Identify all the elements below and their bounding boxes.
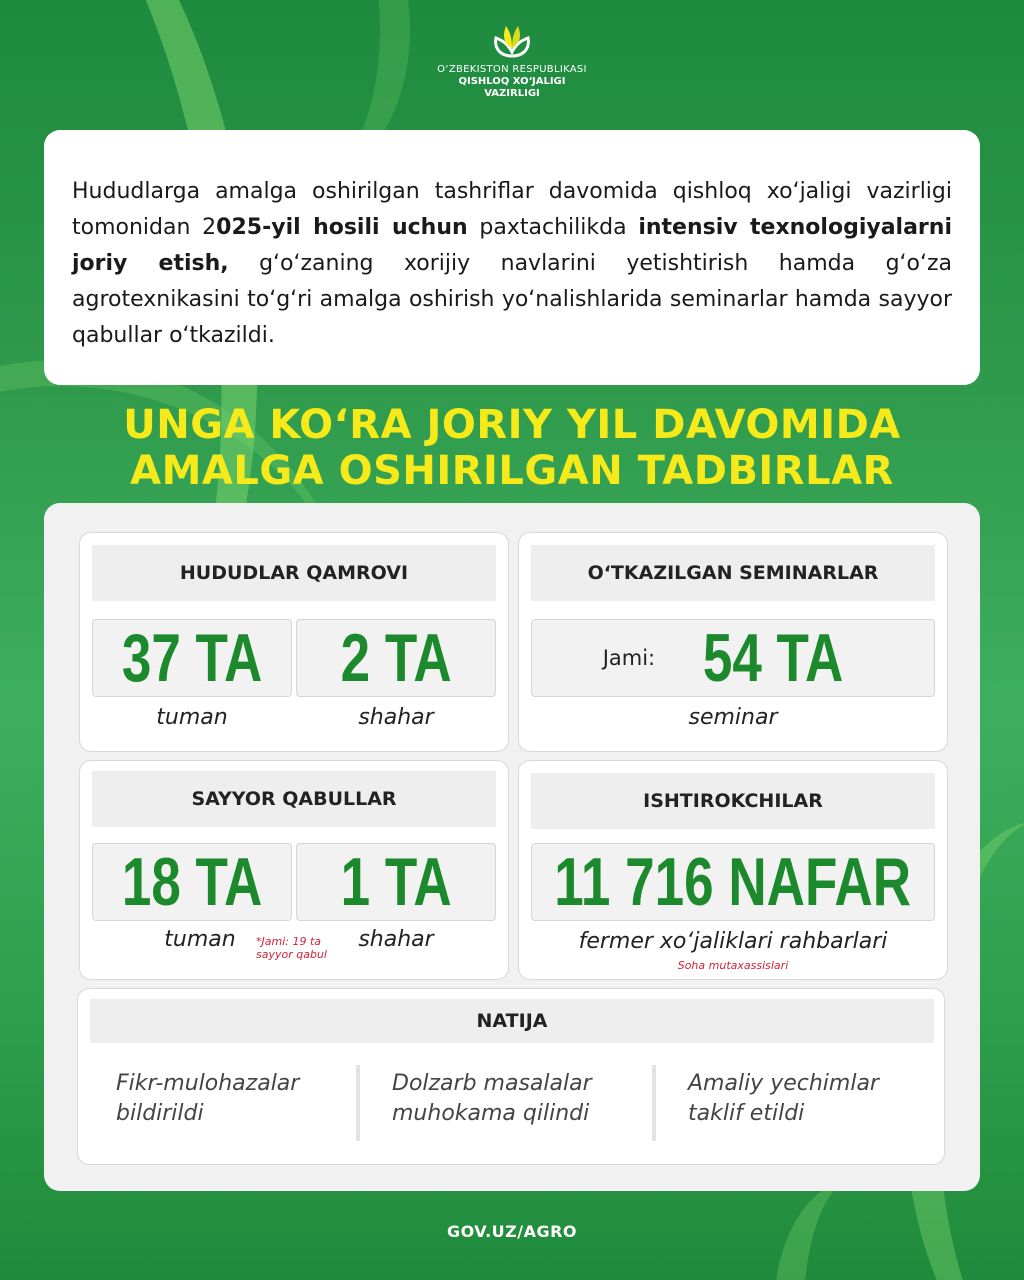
intro-text-part: Hududlarga amalga oshirilgan tashriflar davomida qishloq xo‘jaligi vazirligi tomonidan 2 [72, 179, 952, 240]
ishtirokchilar-value: 11 716 NAFAR [554, 844, 912, 920]
natija-item-3-line-2: taklif etildi [688, 1101, 805, 1126]
leaf-sprout-icon [490, 18, 534, 58]
sayyor-shahar-box [296, 843, 496, 921]
hududlar-tuman-caption: tuman [156, 705, 228, 730]
ishtirokchilar-card [518, 760, 948, 980]
headline [0, 402, 1024, 494]
hududlar-tuman-box [92, 619, 292, 697]
footer-url[interactable]: GOV.UZ/AGRO [446, 1222, 578, 1241]
sayyor-tuman-caption: tuman [164, 927, 236, 952]
ishtirokchilar-caption: fermer xo‘jaliklari rahbarlari [578, 929, 888, 954]
seminarlar-box [531, 619, 935, 697]
intro-text [72, 174, 952, 354]
natija-card [77, 988, 945, 1165]
headline-line-1: UNGA KO‘RA JORIY YIL DAVOMIDA [123, 402, 901, 448]
logo-line-3: VAZIRLIGI [484, 88, 540, 99]
sayyor-shahar-value: 1 TA [340, 844, 452, 920]
stats-panel [44, 503, 980, 1191]
headline-line-2: AMALGA OSHIRILGAN TADBIRLAR [130, 448, 894, 494]
sayyor-note-line-2: sayyor qabul [256, 948, 327, 961]
natija-item-1 [116, 1069, 356, 1129]
natija-item-2 [392, 1069, 652, 1129]
hududlar-card [79, 532, 509, 752]
hududlar-shahar-value: 2 TA [340, 620, 452, 696]
seminarlar-value: 54 TA [702, 620, 844, 696]
natija-item-2-line-2: muhokama qilindi [392, 1101, 590, 1126]
natija-item-1-line-1: Fikr-mulohazalar [116, 1071, 300, 1096]
hududlar-shahar-box [296, 619, 496, 697]
seminarlar-jami-label: Jami: [602, 646, 656, 670]
hududlar-title: HUDUDLAR QAMROVI [92, 545, 496, 601]
intro-card [44, 130, 980, 385]
seminarlar-caption: seminar [688, 705, 778, 730]
ishtirokchilar-box [531, 843, 935, 921]
intro-bold-part: intensiv texnologiyalarni joriy etish, [72, 215, 952, 276]
natija-separator [652, 1065, 656, 1141]
natija-item-1-line-2: bildirildi [116, 1101, 204, 1126]
logo-line-1: O‘ZBEKISTON RESPUBLIKASI [437, 64, 587, 75]
natija-item-2-line-1: Dolzarb masalalar [392, 1071, 592, 1096]
natija-item-3 [688, 1069, 928, 1129]
sayyor-note-line-1: *Jami: 19 ta [256, 935, 322, 948]
hududlar-shahar-caption: shahar [358, 705, 434, 730]
ishtirokchilar-note: Soha mutaxassislari [677, 959, 789, 972]
seminarlar-title: O‘TKAZILGAN SEMINARLAR [531, 545, 935, 601]
sayyor-tuman-box [92, 843, 292, 921]
sayyor-card [79, 760, 509, 980]
intro-text-part: paxtachilikda [467, 215, 639, 240]
sayyor-title: SAYYOR QABULLAR [92, 771, 496, 827]
natija-item-3-line-1: Amaliy yechimlar [688, 1071, 879, 1096]
seminarlar-card [518, 532, 948, 752]
intro-bold-part: 025-yil hosili uchun [216, 215, 468, 240]
sayyor-note [256, 935, 346, 961]
natija-separator [356, 1065, 360, 1141]
sayyor-tuman-value: 18 TA [121, 844, 263, 920]
sayyor-shahar-caption: shahar [358, 927, 434, 952]
natija-title: NATIJA [90, 999, 934, 1043]
ishtirokchilar-title: ISHTIROKCHILAR [531, 773, 935, 829]
logo-line-2: QISHLOQ XO‘JALIGI [458, 76, 566, 87]
intro-text-part: g‘o‘zaning xorijiy navlarini yetishtirish hamda g‘o‘za agrotexnikasini to‘g‘ri amalga oshirish yo‘nalishlarida seminarlar hamda sayyor qabullar o‘tkazildi. [72, 251, 953, 348]
ministry-logo [0, 18, 1024, 100]
hududlar-tuman-value: 37 TA [121, 620, 263, 696]
